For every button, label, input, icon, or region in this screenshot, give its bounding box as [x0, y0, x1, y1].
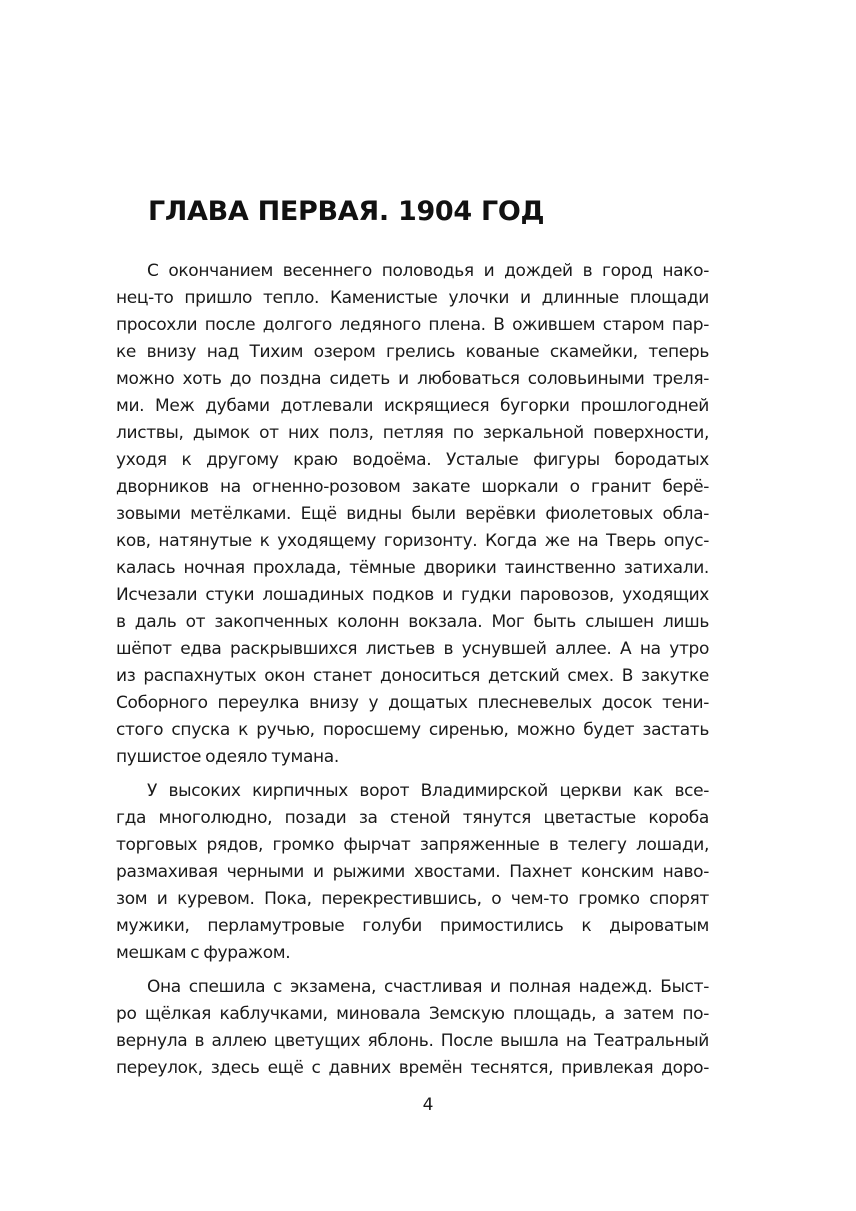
text-line: Соборного переулка внизу у дощатых плесневелых досок тени- [116, 693, 709, 713]
text-line: из распахнутых окон станет доноситься детский смех. В закутке [116, 666, 709, 686]
text-line: вернула в аллею цветущих яблонь. После вышла на Театральный [116, 1031, 709, 1051]
text-line: гда многолюдно, позади за стеной тянутся цветастые короба [116, 808, 709, 828]
paragraph-2 [116, 778, 709, 967]
text-line: листвы, дымок от них полз, петляя по зеркальной поверхности, [116, 423, 709, 443]
text-line: дворников на огненно-розовом закате шоркали о гранит берё- [116, 477, 709, 497]
page-number: 4 [422, 1095, 434, 1115]
text-line: мешкам с фуражом. [116, 943, 291, 963]
text-line: ков, натянутые к уходящему горизонту. Когда же на Тверь опус- [116, 531, 709, 551]
text-line: ро щёлкая каблучками, миновала Земскую площадь, а затем по- [116, 1004, 709, 1024]
text-line: ке внизу над Тихим озером грелись кованые скамейки, теперь [116, 342, 709, 362]
text-line: Она спешила с экзамена, счастливая и полная надежд. Быст- [147, 977, 709, 997]
text-line: ми. Меж дубами дотлевали искрящиеся бугорки прошлогодней [116, 396, 709, 416]
text-line: С окончанием весеннего половодья и дождей в город нако- [147, 261, 709, 281]
chapter-title: ГЛАВА ПЕРВАЯ. 1904 ГОД [148, 196, 545, 227]
paragraph-1 [116, 258, 709, 771]
text-line: мужики, перламутровые голуби примостились к дыроватым [116, 916, 709, 936]
text-line: уходя к другому краю водоёма. Усталые фигуры бородатых [116, 450, 709, 470]
text-line: зовыми метёлками. Ещё видны были верёвки фиолетовых обла- [116, 504, 709, 524]
body-text [116, 258, 709, 1082]
text-line: шёпот едва раскрывшихся листьев в уснувшей аллее. А на утро [116, 639, 709, 659]
text-line: торговых рядов, громко фырчат запряженные в телегу лошади, [116, 835, 709, 855]
paragraph-spacer [116, 771, 709, 778]
text-line: можно хоть до поздна сидеть и любоваться соловьиными треля- [116, 369, 709, 389]
text-line: переулок, здесь ещё с давних времён теснятся, привлекая доро- [116, 1058, 709, 1078]
text-line: Исчезали стуки лошадиных подков и гудки паровозов, уходящих [116, 585, 709, 605]
text-line: пушистое одеяло тумана. [116, 747, 339, 767]
text-line: нец-то пришло тепло. Каменистые улочки и длинные площади [116, 288, 709, 308]
text-line: просохли после долгого ледяного плена. В ожившем старом пар- [116, 315, 709, 335]
text-line: в даль от закопченных колонн вокзала. Мог быть слышен лишь [116, 612, 709, 632]
text-line: зом и куревом. Пока, перекрестившись, о чем-то громко спорят [116, 889, 709, 909]
paragraph-spacer [116, 967, 709, 974]
paragraph-3 [116, 974, 709, 1082]
text-line: калась ночная прохлада, тёмные дворики таинственно затихали. [116, 558, 709, 578]
text-line: У высоких кирпичных ворот Владимирской церкви как все- [147, 781, 709, 801]
text-line: размахивая черными и рыжими хвостами. Пахнет конским наво- [116, 862, 709, 882]
text-line: стого спуска к ручью, поросшему сиренью, можно будет застать [116, 720, 709, 740]
